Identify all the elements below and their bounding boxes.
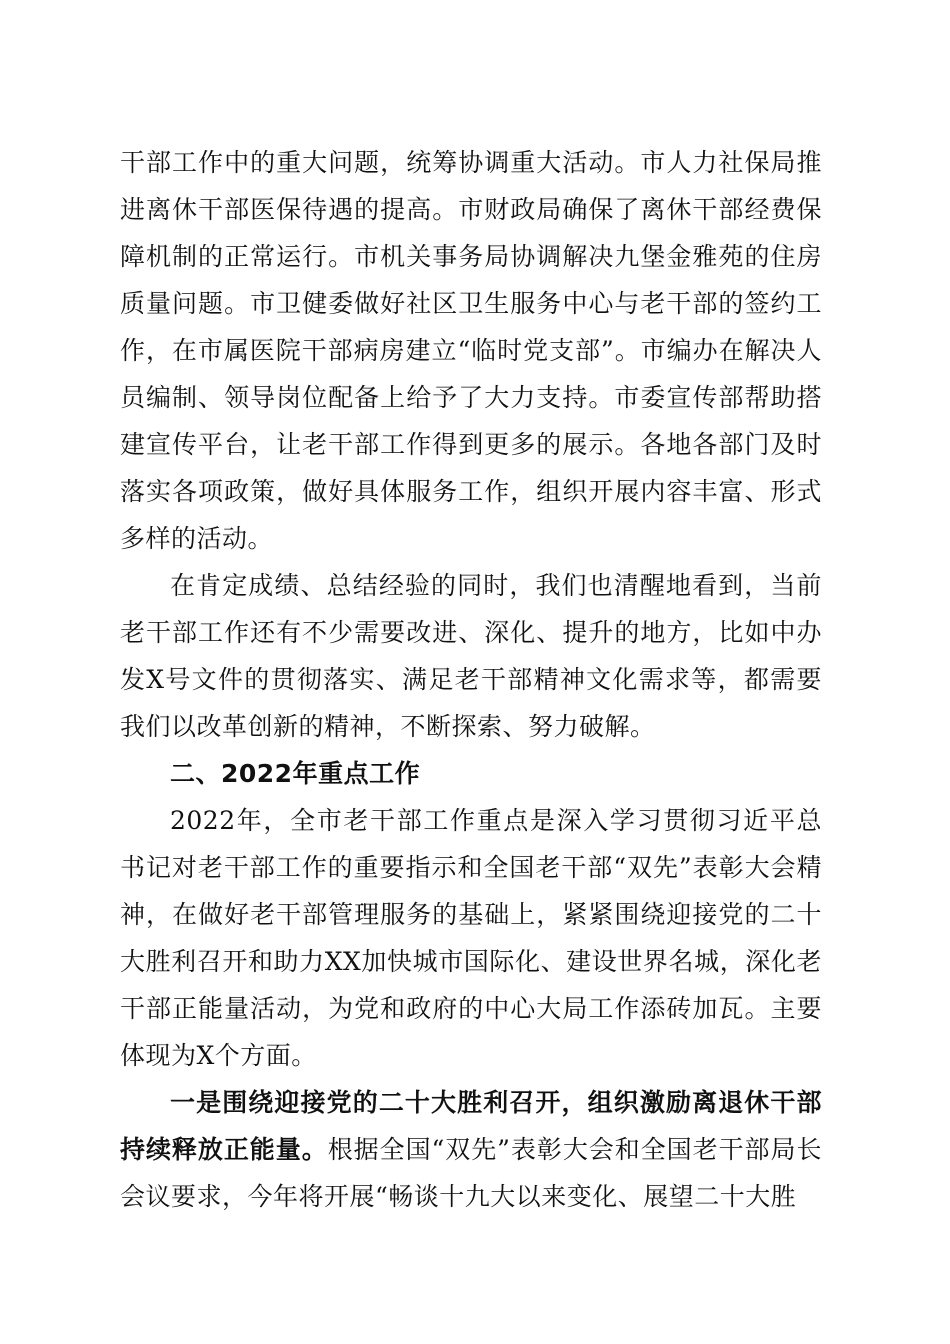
- point-one-lead: 一是围绕迎接党的二十大胜利召开，组织激励离退休干部持续释放正能量。: [120, 1088, 822, 1164]
- section-heading: 二、2022年重点工作: [170, 759, 421, 788]
- paragraph-key-work-2022: 2022年，全市老干部工作重点是深入学习贯彻习近平总书记对老干部工作的重要指示和全国老干部“双先”表彰大会精神，在做好老干部管理服务的基础上，紧紧围绕迎接党的二十大胜利召开和助力XX加快城市国际化、建设世界名城，深化老干部正能量活动，为党和政府的中心大局工作添砖加瓦。主要体现为X个方面。: [120, 806, 822, 1070]
- paragraph-point-one: [120, 1079, 822, 1220]
- document-page: [120, 139, 822, 1220]
- point-one-body: 根据全国“双先”表彰大会和全国老干部局长会议要求，今年将开展“畅谈十九大以来变化、展望二十大胜: [120, 1135, 822, 1211]
- paragraph-shortcomings: 在肯定成绩、总结经验的同时，我们也清醒地看到，当前老干部工作还有不少需要改进、深化、提升的地方，比如中办发X号文件的贯彻落实、满足老干部精神文化需求等，都需要我们以改革创新的精神，不断探索、努力破解。: [120, 571, 822, 741]
- paragraph-leadership-support: 干部工作中的重大问题，统筹协调重大活动。市人力社保局推进离休干部医保待遇的提高。市财政局确保了离休干部经费保障机制的正常运行。市机关事务局协调解决九堡金雅苑的住房质量问题。市卫健委做好社区卫生服务中心与老干部的签约工作，在市属医院干部病房建立“临时党支部”。市编办在解决人员编制、领导岗位配备上给予了大力支持。市委宣传部帮助搭建宣传平台，让老干部工作得到更多的展示。各地各部门及时落实各项政策，做好具体服务工作，组织开展内容丰富、形式多样的活动。: [120, 148, 822, 553]
